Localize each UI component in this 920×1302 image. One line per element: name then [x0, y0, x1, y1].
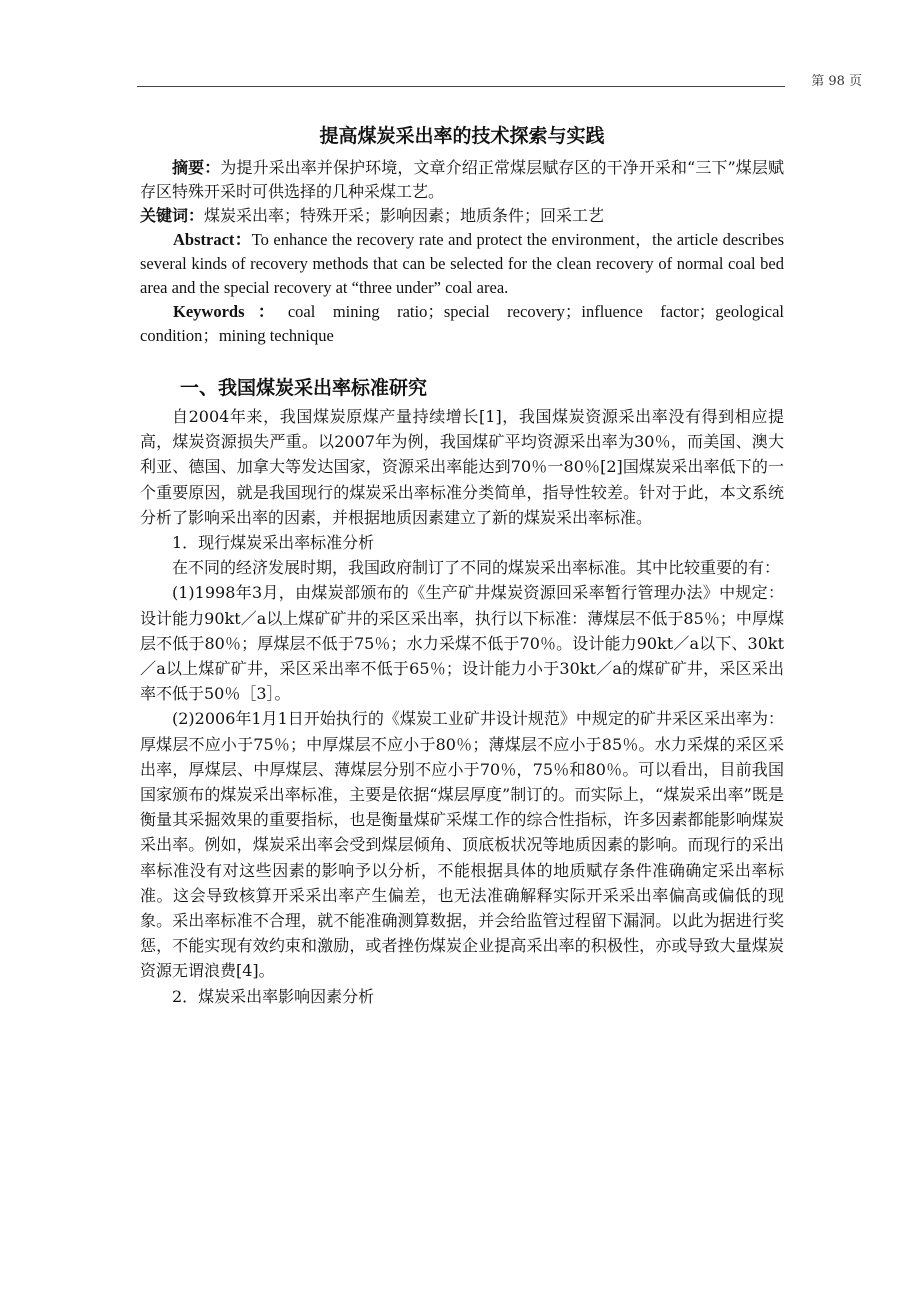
paragraph: (1)1998年3月，由煤炭部颁布的《生产矿井煤炭资源回采率暂行管理办法》中规定：设计能力90kt／a以上煤矿矿井的采区采出率，执行以下标准：薄煤层不低于85％；中厚煤层不低于80％；厚煤层不低于75％；水力采煤不低于70％。设计能力90kt／a以下、30kt／a以上煤矿矿井，采区采出率不低于65％；设计能力小于30kt／a的煤矿矿井，采区采出率不低于50％［3］。	[140, 583, 784, 704]
article-body	[140, 122, 784, 1009]
section-heading: 一、我国煤炭采出率标准研究	[180, 377, 428, 399]
abstract-cn	[140, 156, 784, 204]
keywords-en-label: Keywords：	[173, 302, 288, 321]
article-title: 提高煤炭采出率的技术探索与实践	[319, 125, 605, 147]
header-rule	[137, 86, 785, 87]
abstract-en-text: To enhance the recovery rate and protect the environment，the article describes several kinds of recovery methods that can be selected for the clean recovery of normal coal bed area and the special recovery at “three under” coal area.	[140, 230, 784, 297]
section-body	[140, 404, 784, 1009]
paragraph: 在不同的经济发展时期，我国政府制订了不同的煤炭采出率标准。其中比较重要的有：	[172, 558, 781, 578]
subheading: 2．煤炭采出率影响因素分析	[172, 986, 375, 1006]
abstract-cn-label: 摘要：	[172, 158, 221, 177]
keywords-en-text: coal mining ratio；special recovery；influence factor；geological condition；mining technique	[140, 302, 784, 345]
keywords-cn-text: 煤炭采出率；特殊开采；影响因素；地质条件；回采工艺	[204, 206, 605, 225]
page-number: 第 98 页	[811, 74, 862, 89]
subheading: 1．现行煤炭采出率标准分析	[172, 533, 375, 553]
paragraph: (2)2006年1月1日开始执行的《煤炭工业矿井设计规范》中规定的矿井采区采出率为：厚煤层不应小于75％；中厚煤层不应小于80％；薄煤层不应小于85％。水力采煤的采区采出率，厚煤层、中厚煤层、薄煤层分别不应小于70％，75％和80％。可以看出，目前我国国家颁布的煤炭采出率标准，主要是依据“煤层厚度”制订的。而实际上，“煤炭采出率”既是衡量其采掘效果的重要指标，也是衡量煤矿采煤工作的综合性指标，许多因素都能影响煤炭采出率。例如，煤炭采出率会受到煤层倾角、顶底板状况等地质因素的影响。而现行的采出率标准没有对这些因素的影响予以分析，不能根据具体的地质赋存条件准确确定采出率标准。这会导致核算开采采出率产生偏差，也无法准确解释实际开采采出率偏高或偏低的现象。采出率标准不合理，就不能准确测算数据，并会给监管过程留下漏洞。以此为据进行奖惩，不能实现有效约束和激励，或者挫伤煤炭企业提高采出率的积极性，亦或导致大量煤炭资源无谓浪费[4]。	[140, 709, 784, 981]
keywords-cn	[140, 204, 784, 228]
abstract-en	[140, 228, 784, 300]
keywords-en	[140, 300, 784, 348]
paragraph: 自2004年来，我国煤炭原煤产量持续增长[1]，我国煤炭资源采出率没有得到相应提高，煤炭资源损失严重。以2007年为例，我国煤矿平均资源采出率为30％，而美国、澳大利亚、德国、加拿大等发达国家，资源采出率能达到70％一80％[2]国煤炭采出率低下的一个重要原因，就是我国现行的煤炭采出率标准分类简单，指导性较差。针对于此，本文系统分析了影响采出率的因素，并根据地质因素建立了新的煤炭采出率标准。	[140, 407, 784, 527]
abstract-en-label: Abstract：	[173, 230, 252, 249]
keywords-cn-label: 关键词：	[140, 206, 205, 225]
abstract-cn-text: 为提升采出率并保护环境，文章介绍正常煤层赋存区的干净开采和“三下”煤层赋存区特殊开采时可供选择的几种采煤工艺。	[140, 158, 784, 201]
